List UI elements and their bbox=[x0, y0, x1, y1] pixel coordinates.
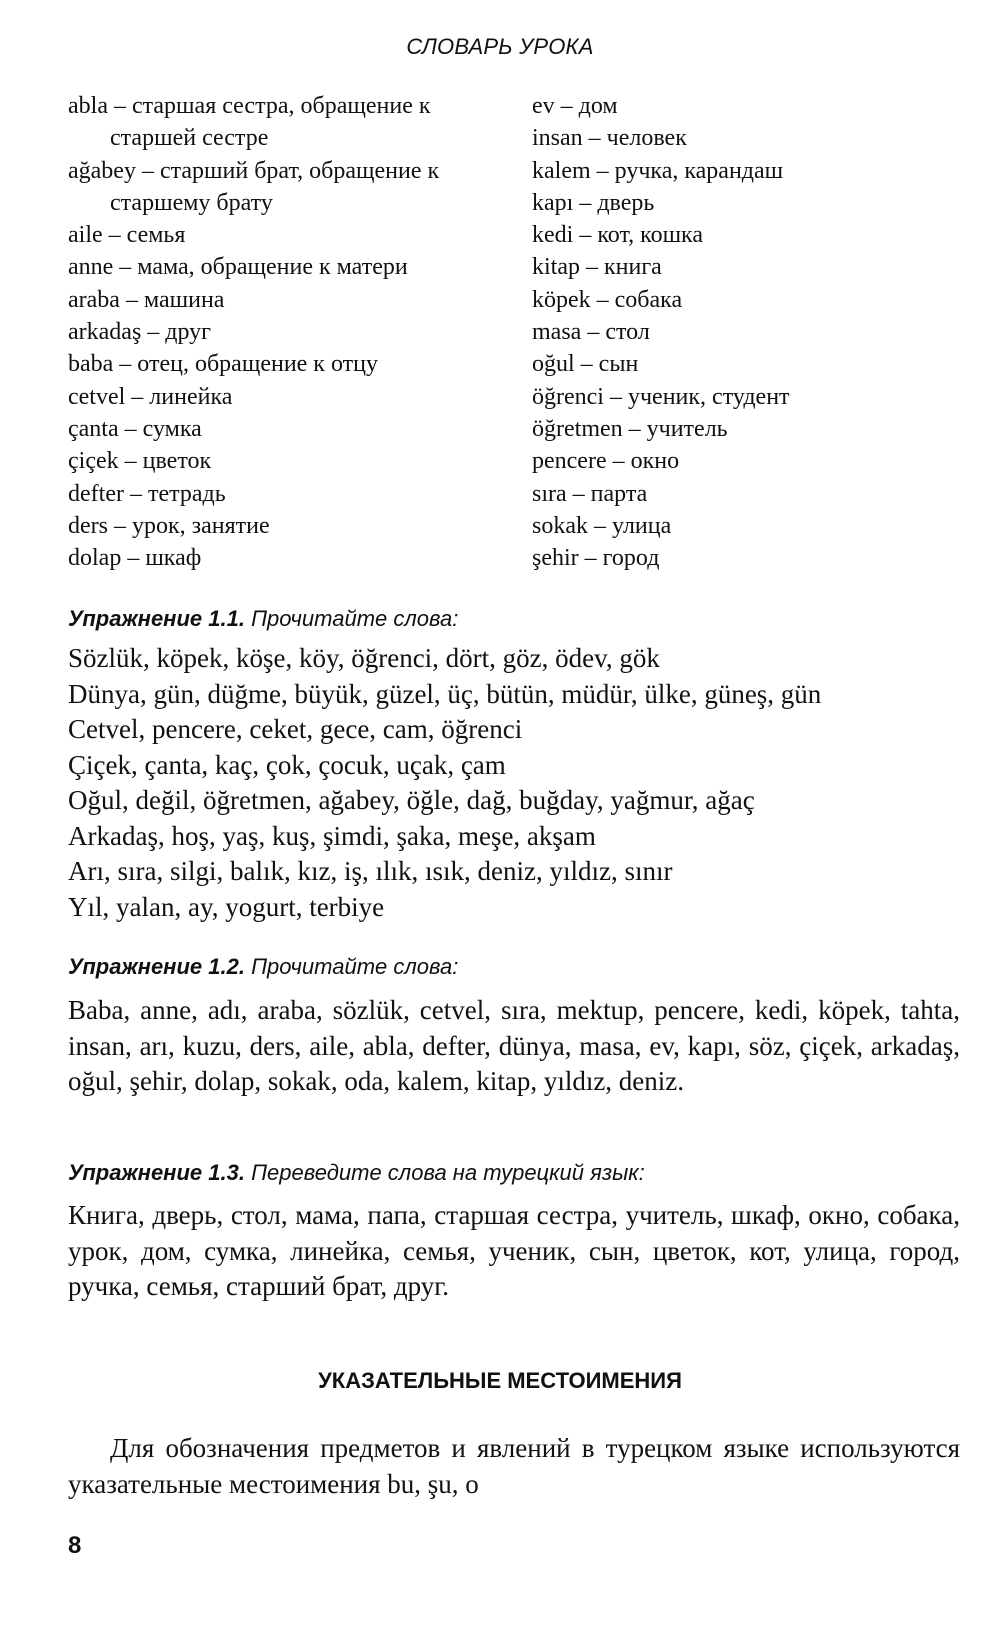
vocab-entry: araba – машина bbox=[68, 286, 225, 313]
vocab-entry: kitap – книга bbox=[532, 254, 662, 281]
vocab-entry: kapı – дверь bbox=[532, 189, 655, 216]
word-line: Cetvel, pencere, ceket, gece, cam, öğrenci bbox=[68, 714, 523, 744]
vocab-entry: anne – мама, обращение к матери bbox=[68, 254, 408, 281]
vocab-entry: defter – тетрадь bbox=[68, 480, 226, 507]
vocab-entry: aile – семья bbox=[68, 222, 186, 249]
vocab-entry: oğul – сын bbox=[532, 351, 639, 378]
page-number: 8 bbox=[68, 1532, 82, 1559]
word-line: Oğul, değil, öğretmen, ağabey, öğle, dağ, buğday, yağmur, ağaç bbox=[68, 785, 755, 815]
vocab-entry: baba – отец, обращение к отцу bbox=[68, 351, 378, 378]
vocab-entry: ağabey – старший брат, обращение к старшему брату bbox=[68, 157, 440, 216]
word-line: Yıl, yalan, ay, yogurt, terbiye bbox=[68, 891, 385, 922]
running-head: СЛОВАРЬ УРОКА bbox=[406, 34, 594, 59]
vocab-entry: çiçek – цветок bbox=[68, 448, 212, 475]
exercise-1-3-heading bbox=[68, 1158, 968, 1188]
vocab-entry: köpek – собака bbox=[532, 286, 683, 313]
exercise-1-2-words: Baba, anne, adı, araba, sözlük, cetvel, sıra, mektup, pencere, kedi, köpek, tahta, insan, arı, kuzu, ders, aile, abla, defter, dünya, masa, ev, kapı, söz, çiçek, arkadaş, oğul, şehir, dolap, sokak, oda, kalem, kitap, yıldız, deniz. bbox=[68, 995, 960, 1096]
exercise-number: Упражнение 1.3. bbox=[68, 1160, 245, 1185]
vocab-entry: öğretmen – учитель bbox=[532, 415, 728, 442]
exercise-number: Упражнение 1.2. bbox=[68, 954, 245, 979]
exercise-1-1-heading bbox=[68, 604, 968, 634]
vocab-entry: kedi – кот, кошка bbox=[532, 222, 703, 249]
word-line: Arı, sıra, silgi, balık, kız, iş, ılık, ısık, deniz, yıldız, sınır bbox=[68, 856, 673, 886]
word-line: Arkadaş, hoş, yaş, kuş, şimdi, şaka, meşe, akşam bbox=[68, 820, 596, 851]
vocab-entry: abla – старшая сестра, обращение к старшей сестре bbox=[68, 93, 431, 152]
word-line: Çiçek, çanta, kaç, çok, çocuk, uçak, çam bbox=[68, 749, 506, 780]
exercise-number: Упражнение 1.1. bbox=[68, 606, 245, 631]
exercise-1-2-heading bbox=[68, 952, 968, 982]
exercise-instruction: Прочитайте слова: bbox=[251, 954, 459, 979]
vocab-entry: masa – стол bbox=[532, 319, 650, 346]
exercise-1-3-words: Книга, дверь, стол, мама, папа, старшая сестра, учитель, шкаф, окно, собака, урок, дом, сумка, линейка, семья, ученик, сын, цветок, кот, улица, город, ручка, семья, старший брат, друг. bbox=[68, 1200, 960, 1301]
vocab-entry: ev – дом bbox=[532, 93, 618, 119]
vocab-entry: şehir – город bbox=[532, 545, 660, 572]
word-line: Dünya, gün, düğme, büyük, güzel, üç, bütün, müdür, ülke, güneş, gün bbox=[68, 678, 822, 709]
exercise-instruction: Прочитайте слова: bbox=[251, 606, 459, 631]
vocab-entry: sıra – парта bbox=[532, 480, 648, 507]
exercise-1-1-words bbox=[68, 641, 960, 925]
vocab-entry: pencere – окно bbox=[532, 448, 680, 475]
vocab-entry: ders – урок, занятие bbox=[68, 512, 270, 539]
vocab-entry: öğrenci – ученик, студент bbox=[532, 383, 790, 410]
vocab-entry: dolap – шкаф bbox=[68, 545, 202, 572]
vocabulary-right-column bbox=[532, 90, 972, 574]
vocab-entry: çanta – сумка bbox=[68, 415, 202, 442]
vocab-entry: kalem – ручка, карандаш bbox=[532, 157, 784, 184]
exercise-instruction: Переведите слова на турецкий язык: bbox=[251, 1160, 645, 1185]
word-line: Sözlük, köpek, köşe, köy, öğrenci, dört, göz, ödev, gök bbox=[68, 643, 660, 673]
vocab-entry: insan – человек bbox=[532, 125, 687, 152]
vocab-entry: sokak – улица bbox=[532, 512, 672, 539]
vocabulary-left-column bbox=[68, 90, 508, 574]
vocab-entry: cetvel – линейка bbox=[68, 383, 233, 410]
vocab-entry: arkadaş – друг bbox=[68, 319, 212, 346]
section-title: УКАЗАТЕЛЬНЫЕ МЕСТОИМЕНИЯ bbox=[318, 1368, 682, 1393]
section-paragraph: Для обозначения предметов и явлений в турецком языке используются указательные местоимения bu, şu, o bbox=[68, 1433, 960, 1499]
